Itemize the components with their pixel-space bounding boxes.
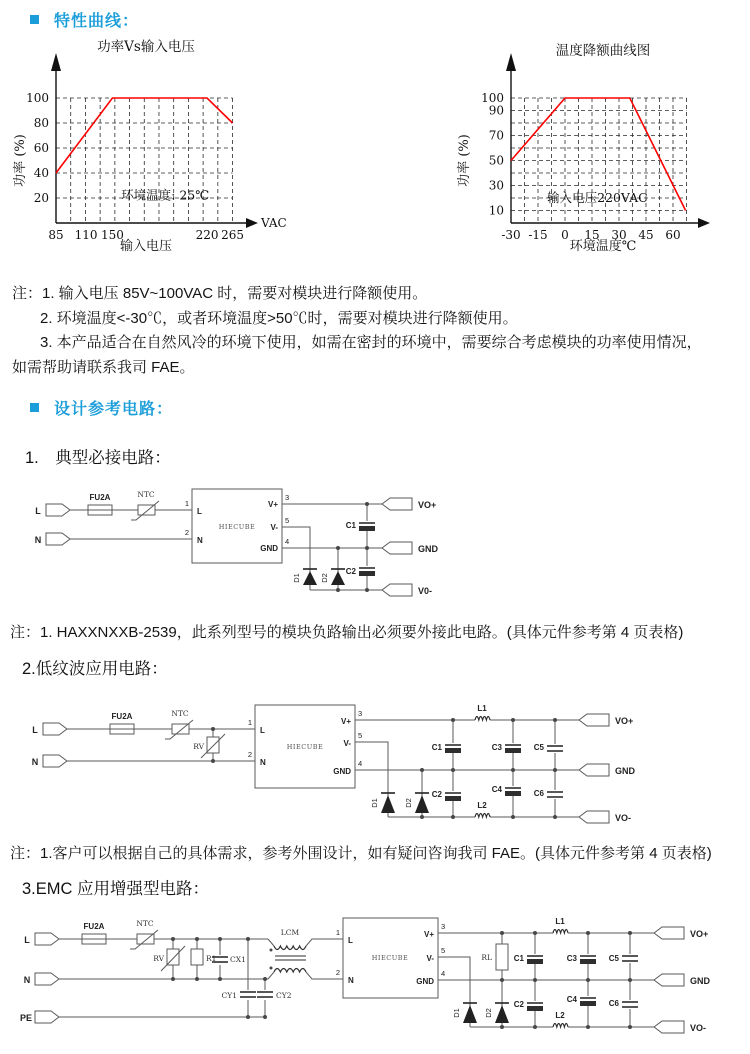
inductor-l1-symbol [553, 930, 568, 934]
y-tick-label: 80 [33, 116, 49, 130]
label-module-l: L [260, 726, 265, 735]
label-c2: C2 [431, 790, 442, 799]
label-out-voplus: VO+ [418, 500, 437, 510]
label-pin4: 4 [441, 969, 446, 978]
section-title-circuits: 设计参考电路： [54, 401, 174, 418]
label-out-vominus: V0- [418, 586, 433, 596]
output-terminal-voplus [579, 714, 609, 726]
label-module-n: N [260, 758, 266, 767]
output-terminal-vominus [382, 584, 412, 596]
label-l2: L2 [477, 801, 487, 810]
x-axis-arrow-icon [698, 218, 710, 228]
x-axis-unit: VAC [261, 216, 287, 230]
x-tick-label: 0 [561, 228, 569, 242]
label-d1: D1 [292, 573, 301, 583]
y-axis-arrow-icon [51, 53, 61, 71]
diode-d1 [463, 1003, 477, 1023]
inductor-l2-symbol [475, 814, 490, 818]
y-tick-label: 70 [488, 128, 504, 143]
chart-title: 功率Vs输入电压 [97, 39, 195, 55]
label-d2: D2 [404, 798, 413, 808]
y-tick-label: 10 [488, 203, 504, 218]
capacitor-c1 [445, 745, 461, 753]
label-pin2: 2 [247, 750, 252, 759]
capacitor-c6 [622, 1002, 638, 1007]
label-out-vominus: VO- [690, 1023, 707, 1033]
label-fuse: FU2A [83, 922, 105, 931]
x-tick-label: 150 [100, 228, 124, 242]
label-out-voplus: VO+ [690, 929, 709, 939]
capacitor-cy2 [257, 992, 273, 997]
label-c2: C2 [513, 1000, 524, 1009]
y-tick-label: 30 [488, 178, 504, 193]
label-r1: R1 [206, 954, 217, 963]
capacitor-c6 [547, 792, 563, 797]
capacitor-c4 [505, 788, 521, 796]
label-vplus: V+ [267, 500, 278, 509]
section-bullet-icon [30, 403, 39, 412]
y-tick-label: 50 [488, 153, 504, 168]
label-module-name: HIECUBE [218, 523, 256, 531]
label-rv: RV [193, 742, 204, 751]
label-pin5: 5 [441, 946, 446, 955]
label-pin4: 4 [358, 759, 363, 768]
diode-d1 [303, 569, 317, 585]
label-ntc: NTC [136, 919, 154, 928]
note-line: 如需帮助请联系我司 FAE。 [12, 358, 195, 376]
label-d2: D2 [484, 1008, 493, 1018]
label-fuse: FU2A [89, 493, 111, 502]
y-axis-label: 功率 (%) [457, 134, 472, 187]
input-terminal-l [35, 933, 59, 945]
label-ntc: NTC [137, 490, 155, 499]
wires [59, 933, 662, 1027]
output-terminal-gnd [382, 542, 412, 554]
label-l: L [35, 506, 41, 516]
y-tick-label: 20 [33, 191, 49, 205]
y-tick-label: 90 [488, 103, 504, 118]
label-pin1: 1 [184, 499, 189, 508]
circuit1-heading: 1. 典型必接电路： [25, 449, 171, 467]
label-d1: D1 [370, 798, 379, 808]
chart-temperature-derating [448, 33, 743, 268]
label-l1: L1 [477, 704, 487, 713]
x-tick-label: 15 [584, 228, 600, 242]
label-c4: C4 [491, 785, 502, 794]
x-tick-label: 60 [665, 228, 681, 242]
y-tick-label: 40 [33, 166, 49, 180]
circuit2-heading: 2.低纹波应用电路： [22, 660, 168, 678]
label-out-gnd: GND [418, 544, 438, 554]
label-vminus: V- [343, 739, 351, 748]
x-tick-label: 220 [195, 228, 219, 242]
output-terminal-voplus [382, 498, 412, 510]
inductor-l1-symbol [475, 717, 490, 721]
label-c1: C1 [513, 954, 524, 963]
y-tick-label: 100 [26, 91, 49, 105]
section-header-curves [30, 8, 139, 31]
capacitor-c4 [580, 998, 596, 1006]
x-tick-label: 85 [48, 228, 64, 242]
output-terminal-gnd [579, 764, 609, 776]
label-pin4: 4 [285, 537, 290, 546]
label-fuse: FU2A [111, 712, 133, 721]
capacitor-c1 [527, 956, 543, 964]
circuit2-note: 注：1.客户可以根据自己的具体需求，参考外围设计，如有疑问咨询我司 FAE。(具体元件参考第 4 页表格) [10, 845, 712, 862]
label-l: L [32, 725, 38, 735]
inductor-l2-symbol [553, 1024, 568, 1028]
label-module-name: HIECUBE [371, 954, 409, 962]
label-c6: C6 [608, 999, 619, 1008]
chart-title: 温度降额曲线图 [555, 43, 651, 59]
circuit-diagram-low-ripple [25, 692, 655, 842]
label-c4: C4 [566, 995, 577, 1004]
circuit3-heading: 3.EMC 应用增强型电路： [22, 880, 210, 898]
label-pe: PE [19, 1013, 33, 1023]
diode-d1 [381, 793, 395, 813]
label-c2: C2 [345, 567, 356, 576]
label-c3: C3 [566, 954, 577, 963]
note-line: 注：1. 输入电压 85V~100VAC 时，需要对模块进行降额使用。 [12, 285, 428, 302]
label-pin5: 5 [285, 516, 290, 525]
wires [67, 720, 587, 817]
common-mode-choke-lcm-symbol [270, 946, 307, 972]
label-pin1: 1 [335, 928, 340, 937]
section-header-circuits [30, 396, 173, 419]
label-rv: RV [153, 954, 164, 963]
section-title-curves: 特性曲线： [54, 13, 140, 30]
label-vplus: V+ [423, 930, 434, 939]
circuit1-note: 注：1. HAXXNXXB-2539，此系列型号的模块负路输出必须要外接此电路。(具体元件参考第 4 页表格) [10, 624, 684, 641]
chart-annotation: 输入电压220VAC [547, 190, 648, 205]
note-line: 3. 本产品适合在自然风冷的环境下使用，如需在密封的环境中，需要综合考虑模块的功率使用情况， [40, 334, 702, 351]
label-c3: C3 [491, 743, 502, 752]
chart-annotation: 环境温度: 25℃ [121, 187, 210, 203]
label-d2: D2 [320, 573, 329, 583]
label-gnd: GND [416, 977, 434, 986]
label-pin3: 3 [285, 493, 290, 502]
label-c1: C1 [345, 521, 356, 530]
section-bullet-icon [30, 15, 39, 24]
notes-curves [12, 282, 702, 380]
label-pin2: 2 [184, 528, 189, 537]
label-vplus: V+ [340, 717, 351, 726]
label-module-n: N [348, 976, 354, 985]
label-vminus: V- [426, 954, 434, 963]
input-terminal-l [43, 723, 67, 735]
label-n: N [34, 535, 42, 545]
label-c5: C5 [533, 743, 544, 752]
capacitor-c2 [445, 793, 461, 801]
label-rl: RL [481, 953, 492, 962]
y-axis-arrow-icon [506, 53, 516, 71]
capacitor-c5 [622, 956, 638, 961]
label-cy1: CY1 [221, 991, 237, 1000]
x-tick-label: 30 [611, 228, 627, 242]
y-tick-label: 100 [481, 91, 504, 105]
label-module-name: HIECUBE [286, 743, 324, 751]
label-n: N [31, 757, 39, 767]
label-pin1: 1 [247, 718, 252, 727]
capacitor-c1 [359, 523, 375, 531]
label-pin5: 5 [358, 731, 363, 740]
label-gnd: GND [333, 767, 351, 776]
y-tick-label: 60 [33, 141, 49, 155]
chart-power-vs-input-voltage [8, 33, 288, 268]
x-tick-label: 45 [638, 228, 654, 242]
wires [70, 504, 390, 590]
input-terminal-pe [35, 1011, 59, 1023]
label-c6: C6 [533, 789, 544, 798]
x-axis-arrow-icon [246, 218, 258, 228]
diode-d2 [415, 793, 429, 813]
capacitor-c2 [359, 568, 375, 576]
x-tick-label: -30 [501, 228, 521, 242]
label-l2: L2 [555, 1011, 565, 1020]
note-line: 2. 环境温度<-30℃，或者环境温度>50℃时，需要对模块进行降额使用。 [40, 309, 518, 327]
label-module-l: L [348, 936, 353, 945]
label-vminus: V- [270, 523, 278, 532]
output-terminal-voplus [654, 927, 684, 939]
resistor-rl-symbol [496, 944, 508, 970]
capacitor-cy1 [240, 992, 256, 997]
label-pin3: 3 [358, 709, 363, 718]
label-gnd: GND [260, 544, 278, 553]
label-l1: L1 [555, 917, 565, 926]
label-cy2: CY2 [276, 991, 292, 1000]
label-out-gnd: GND [615, 766, 635, 776]
label-cx1: CX1 [230, 955, 246, 964]
label-out-voplus: VO+ [615, 716, 634, 726]
label-module-l: L [197, 507, 202, 516]
label-out-vominus: VO- [615, 813, 632, 823]
diode-d2 [331, 569, 345, 585]
label-ntc: NTC [171, 709, 189, 718]
x-tick-label: -15 [528, 228, 548, 242]
circuit-diagram-typical [28, 476, 453, 621]
label-pin2: 2 [335, 968, 340, 977]
label-pin3: 3 [441, 922, 446, 931]
capacitor-c3 [505, 745, 521, 753]
input-terminal-n [43, 755, 67, 767]
y-axis-label: 功率 (%) [13, 134, 28, 187]
label-l: L [24, 935, 30, 945]
x-tick-label: 265 [221, 228, 244, 242]
x-tick-label: 110 [74, 228, 98, 242]
label-module-n: N [197, 536, 203, 545]
label-lcm: LCM [280, 928, 300, 937]
output-terminal-gnd [654, 974, 684, 986]
x-axis-label: 输入电压 [119, 239, 173, 254]
x-axis-label: 环境温度℃ [569, 239, 637, 254]
resistor-r1-symbol [191, 949, 203, 965]
output-terminal-vominus [579, 811, 609, 823]
label-c1: C1 [431, 743, 442, 752]
capacitor-c5 [547, 746, 563, 751]
output-terminal-vominus [654, 1021, 684, 1033]
input-terminal-n [46, 533, 70, 545]
circuit-diagram-emc-enhanced [18, 902, 728, 1054]
input-terminal-l [46, 504, 70, 516]
label-c5: C5 [608, 954, 619, 963]
capacitor-c2 [527, 1003, 543, 1011]
capacitor-c3 [580, 956, 596, 964]
label-n: N [23, 975, 31, 985]
input-terminal-n [35, 973, 59, 985]
label-out-gnd: GND [690, 976, 710, 986]
label-d1: D1 [452, 1008, 461, 1018]
diode-d2 [495, 1003, 509, 1023]
